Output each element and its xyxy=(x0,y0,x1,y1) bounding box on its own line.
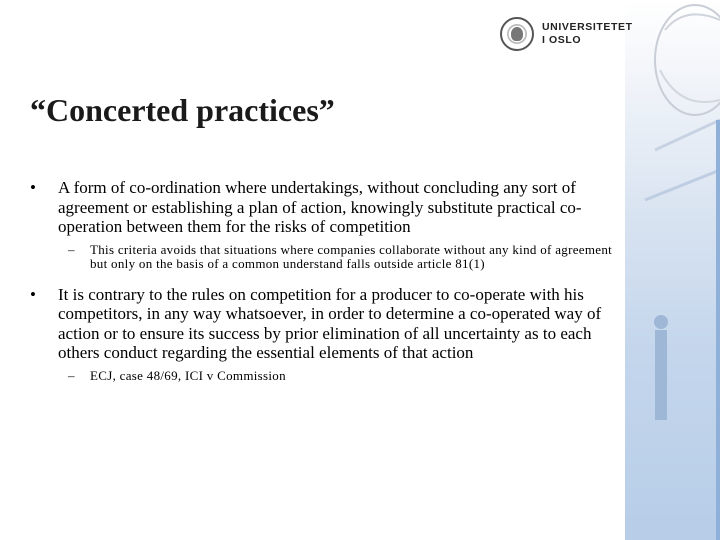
sub-bullet-marker: – xyxy=(68,241,75,257)
bullet-item xyxy=(30,285,630,363)
logo-line-1: UNIVERSITETET xyxy=(542,21,633,33)
decorative-side-band xyxy=(625,0,720,540)
bullet-item xyxy=(30,178,630,237)
sub-bullet-item xyxy=(30,243,630,271)
sub-bullet-text: ECJ, case 48/69, ICI v Commission xyxy=(90,367,286,383)
bullet-text: A form of co-ordination where undertakings, without concluding any sort of agreement or establishing a plan of action, knowingly substitute practical co-operation between them for the risks of competition xyxy=(58,178,582,236)
slide-title: “Concerted practices” xyxy=(30,92,335,128)
statue-illustration xyxy=(625,0,720,540)
slide-content xyxy=(30,178,630,397)
sub-bullet-marker: – xyxy=(68,367,75,383)
logo-text xyxy=(542,21,633,47)
sub-bullet-text: This criteria avoids that situations where companies collaborate without any kind of agreement but only on the basis of a common understand falls outside article 81(1) xyxy=(90,241,613,271)
right-accent-strip xyxy=(716,120,720,540)
bullet-marker: • xyxy=(30,284,36,304)
university-logo xyxy=(500,14,640,54)
bullet-text: It is contrary to the rules on competition for a producer to co-operate with his competitors, in any way whatsoever, in order to determine a co-operated way of action or to ensure its success by prior elimination of all uncertainty as to each others conduct regarding the essential elements of that action xyxy=(58,284,602,362)
sub-bullet-item xyxy=(30,369,630,383)
seal-icon xyxy=(500,17,534,51)
logo-line-2: I OSLO xyxy=(542,34,582,46)
bullet-marker: • xyxy=(30,178,36,197)
